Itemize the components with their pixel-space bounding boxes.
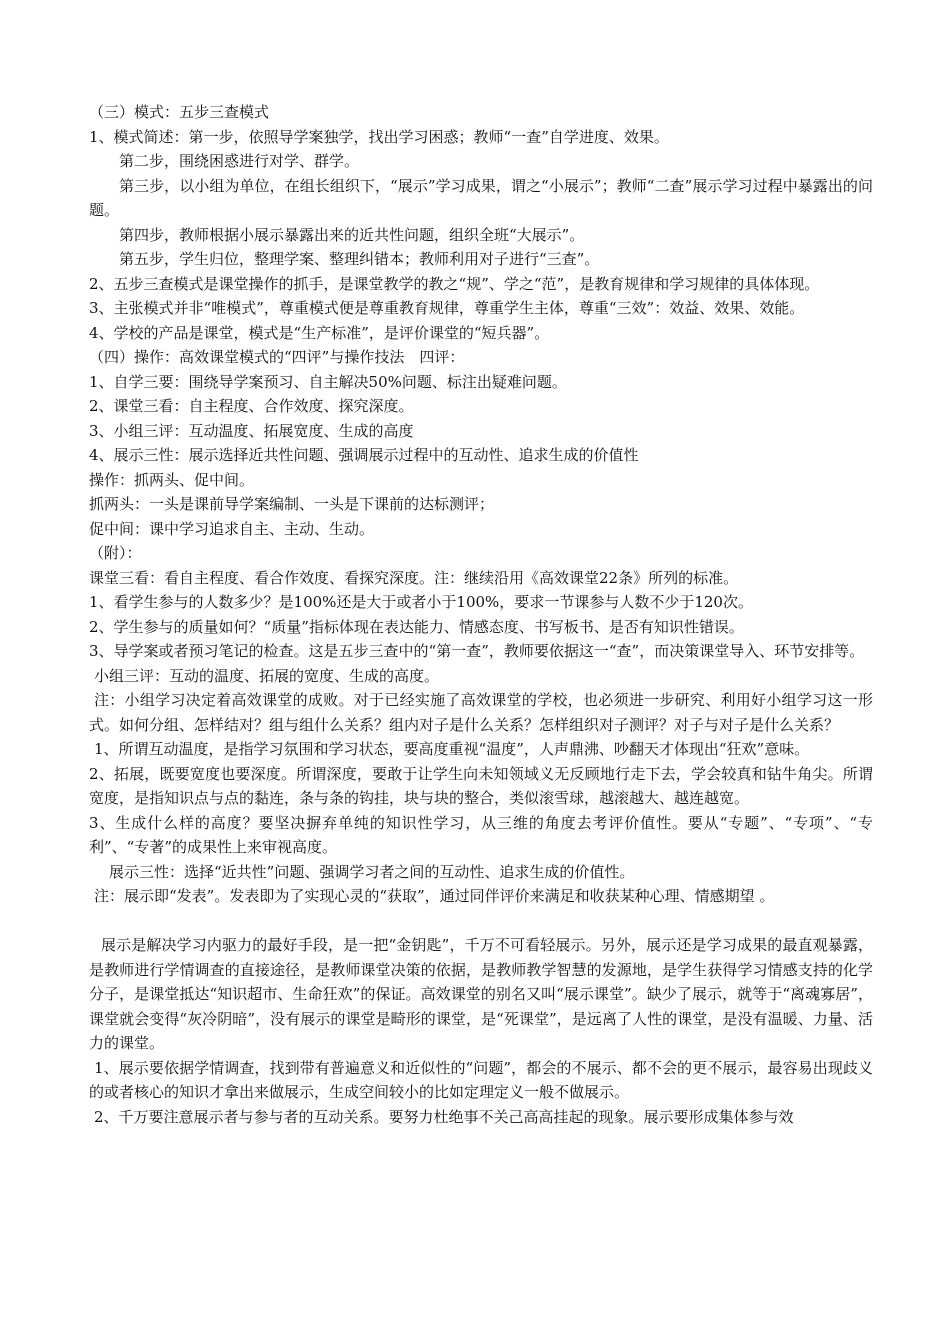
- paragraph: 课堂三看：看自主程度、看合作效度、看探究深度。注：继续沿用《高效课堂22条》所列的标准。: [89, 568, 739, 587]
- paragraph: （三）模式：五步三查模式: [89, 103, 270, 121]
- paragraph: 1、展示要依据学情调查，找到带有普遍意义和近似性的“问题”，都会的不展示、都不会的更不展示，最容易出现歧义的或者核心的知识才拿出来做展示，生成空间较小的比如定理定义一般不做展示。: [89, 1058, 873, 1101]
- paragraph: 操作：抓两头、促中间。: [89, 470, 255, 489]
- paragraph: 促中间：课中学习追求自主、主动、生动。: [89, 519, 375, 538]
- paragraph: 第三步，以小组为单位，在组长组织下，“展示”学习成果，谓之“小展示”；教师“二查”展示学习过程中暴露出的问题。: [89, 176, 873, 219]
- paragraph: （附）：: [89, 544, 142, 562]
- paragraph: 3、主张模式并非“唯模式”，尊重模式便是尊重教育规律，尊重学生主体，尊重“三效”：效益、效果、效能。: [89, 299, 805, 317]
- paragraph: 2、拓展，既要宽度也要深度。所谓深度，要敢于让学生向未知领域义无反顾地行走下去，学会较真和钻牛角尖。所谓宽度，是指知识点与点的黏连，条与条的钩挂，块与块的整合，类似滚雪球，越滚越大、越连越宽。: [89, 764, 873, 807]
- paragraph: 3、小组三评：互动温度、拓展宽度、生成的高度: [89, 421, 414, 440]
- paragraph: 2、千万要注意展示者与参与者的互动关系。要努力杜绝事不关己高高挂起的现象。展示要形成集体参与效: [94, 1107, 794, 1126]
- paragraph: 4、学校的产品是课堂，模式是“生产标准”，是评价课堂的“短兵器”。: [89, 323, 550, 342]
- paragraph: 3、生成什么样的高度？要坚决摒弃单纯的知识性学习，从三维的角度去考评价值性。要从“专题”、“专项”、“专利”、“专著”的成果性上来审视高度。: [89, 813, 873, 856]
- paragraph: 抓两头：一头是课前导学案编制、一头是下课前的达标测评；: [89, 495, 495, 513]
- paragraph: 1、所谓互动温度，是指学习氛围和学习状态，要高度重视“温度”，人声鼎沸、吵翻天才体现出“狂欢”意味。: [94, 740, 810, 758]
- document-body: [89, 100, 873, 1129]
- paragraph: （四）操作：高效课堂模式的“四评”与操作技法 四评：: [89, 348, 465, 366]
- paragraph: 3、导学案或者预习笔记的检查。这是五步三查中的“第一查”，教师要依据这一“查”，而决策课堂导入、环节安排等。: [89, 642, 865, 660]
- paragraph: 第五步，学生归位，整理学案、整理纠错本；教师利用对子进行“三查”。: [119, 250, 600, 268]
- paragraph: 第二步，围绕困惑进行对学、群学。: [119, 152, 360, 170]
- paragraph: 1、自学三要：围绕导学案预习、自主解决50%问题、标注出疑难问题。: [89, 372, 567, 391]
- paragraph: [89, 909, 873, 934]
- paragraph: 小组三评：互动的温度、拓展的宽度、生成的高度。: [94, 666, 440, 685]
- paragraph: 2、课堂三看：自主程度、合作效度、探究深度。: [89, 397, 414, 415]
- paragraph: 第四步，教师根据小展示暴露出来的近共性问题，组织全班“大展示”。: [119, 225, 585, 244]
- paragraph: 注：小组学习决定着高效课堂的成败。对于已经实施了高效课堂的学校，也必须进一步研究、利用好小组学习这一形式。如何分组、怎样结对？组与组什么关系？组内对子是什么关系？怎样组织对子测评？对子与对子是什么关系？: [89, 691, 873, 734]
- paragraph: 2、学生参与的质量如何？“质量”指标体现在表达能力、情感态度、书写板书、是否有知识性错误。: [89, 617, 744, 636]
- paragraph: 展示三性：选择“近共性”问题、强调学习者之间的互动性、追求生成的价值性。: [109, 862, 635, 881]
- paragraph: 1、模式简述：第一步，依照导学案独学，找出学习困惑；教师“一查”自学进度、效果。: [89, 127, 669, 146]
- paragraph: 2、五步三查模式是课堂操作的抓手，是课堂教学的教之“规”、学之“范”，是教育规律和学习规律的具体体现。: [89, 274, 820, 293]
- paragraph: 1、看学生参与的人数多少？是100%还是大于或者小于100%，要求一节课参与人数不少于120次。: [89, 593, 753, 611]
- paragraph: 注：展示即“发表”。发表即为了实现心灵的“获取”，通过同伴评价来满足和收获某种心理、情感期望 。: [94, 887, 775, 905]
- paragraph: 展示是解决学习内驱力的最好手段，是一把“金钥匙”，千万不可看轻展示。另外，展示还是学习成果的最直观暴露，是教师进行学情调查的直接途径，是教师课堂决策的依据，是教师教学智慧的发源地，是学生获得学习情感支持的化学分子，是课堂抵达“知识超市、生命狂欢”的保证。高效课堂的别名又叫“展示课堂”。缺少了展示，就等于“离魂寡居”，课堂就会变得“灰冷阴暗”，没有展示的课堂是畸形的课堂，是“死课堂”，是远离了人性的课堂，是没有温暖、力量、活力的课堂。: [89, 936, 873, 1052]
- paragraph: 4、展示三性：展示选择近共性问题、强调展示过程中的互动性、追求生成的价值性: [89, 446, 639, 464]
